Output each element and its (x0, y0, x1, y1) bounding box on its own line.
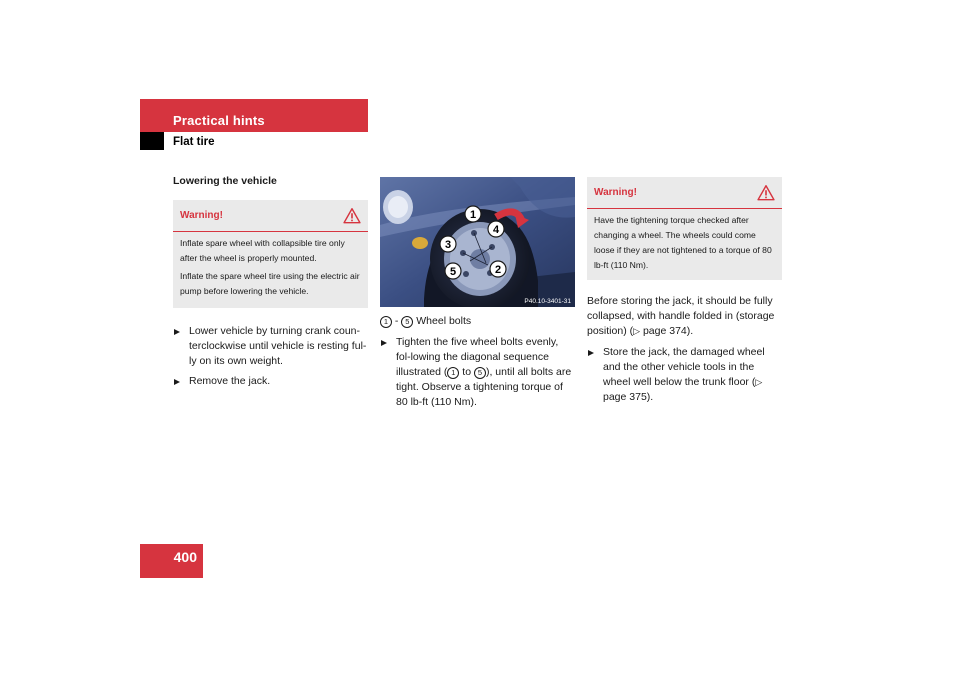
warning-title: Warning! (180, 210, 223, 221)
bullet-text: Lower vehicle by turning crank coun-terclockwise until vehicle is resting ful-ly on its own weight. (189, 325, 367, 367)
column-3 (587, 177, 782, 405)
bullet-tighten-bolts (380, 335, 575, 410)
page-ref-arrow-icon: ▷ (755, 377, 763, 387)
para-text: Before storing the jack, it should be fully collapsed, with handle folded in (storage position) ( (587, 295, 775, 337)
warning-text-2: Inflate the spare wheel tire using the electric air pump before lowering the vehicle. (180, 271, 360, 296)
bullet-text: page 375). (603, 391, 654, 403)
bullet-arrow-icon (381, 340, 387, 346)
circled-number: 5 (474, 367, 486, 379)
bullet-lower-vehicle (173, 324, 368, 369)
bolt-label-3: 3 (444, 239, 452, 251)
caption-text: Wheel bolts (413, 315, 472, 327)
lowering-heading: Lowering the vehicle (173, 175, 277, 187)
warning-title: Warning! (594, 187, 637, 198)
bolt-label-4: 4 (492, 224, 500, 236)
bullet-text: Tighten the five wheel bolts evenly, fol-lowing the diagonal sequence illustrated ( (396, 336, 559, 378)
warning-text: Have the tightening torque checked after changing a wheel. The wheels could come loose if they are not tightened to a torque of 80 lb-ft (110 Nm). (594, 215, 772, 270)
bullet-arrow-icon (174, 329, 180, 335)
warning-triangle-icon (757, 184, 775, 201)
warning-triangle-icon (343, 207, 361, 224)
bullet-remove-jack (173, 374, 368, 389)
column-1 (173, 174, 368, 389)
bolt-label-5: 5 (449, 266, 457, 278)
header-marker (140, 132, 164, 150)
bolt-label-1: 1 (469, 209, 477, 221)
column-2 (380, 177, 575, 410)
bullet-store-jack (587, 345, 782, 405)
warning-header (587, 177, 782, 209)
bullet-arrow-icon (588, 350, 594, 356)
para-text: page 374). (640, 325, 694, 337)
page-ref-arrow-icon: ▷ (633, 326, 641, 336)
circled-number: 1 (380, 316, 392, 328)
page-number: 400 (140, 544, 203, 578)
wheel-bolts-illustration (380, 177, 575, 307)
section-title: Practical hints (173, 113, 265, 128)
caption-wheel-bolts (380, 314, 575, 329)
storing-jack-text (587, 294, 782, 339)
warning-box-torque (587, 177, 782, 280)
bolt-label-2: 2 (494, 264, 502, 276)
circled-number: 5 (401, 316, 413, 328)
circled-number: 1 (447, 367, 459, 379)
image-code: P40.10-3401-31 (524, 298, 571, 305)
section-subtitle: Flat tire (173, 136, 215, 148)
warning-text-1: Inflate spare wheel with collapsible tire only after the wheel is properly mounted. (180, 238, 345, 263)
caption-sep: - (392, 315, 402, 327)
bullet-text: ), until all bolts are tight. Observe a tightening torque of 80 lb-ft (110 Nm). (396, 366, 572, 408)
bullet-text: Store the jack, the damaged wheel and the other vehicle tools in the wheel well below the trunk floor ( (603, 346, 765, 388)
bullet-arrow-icon (174, 379, 180, 385)
bullet-text: Remove the jack. (189, 375, 271, 387)
warning-header (173, 200, 368, 232)
warning-box-inflation (173, 200, 368, 308)
bullet-text: to (459, 366, 474, 378)
